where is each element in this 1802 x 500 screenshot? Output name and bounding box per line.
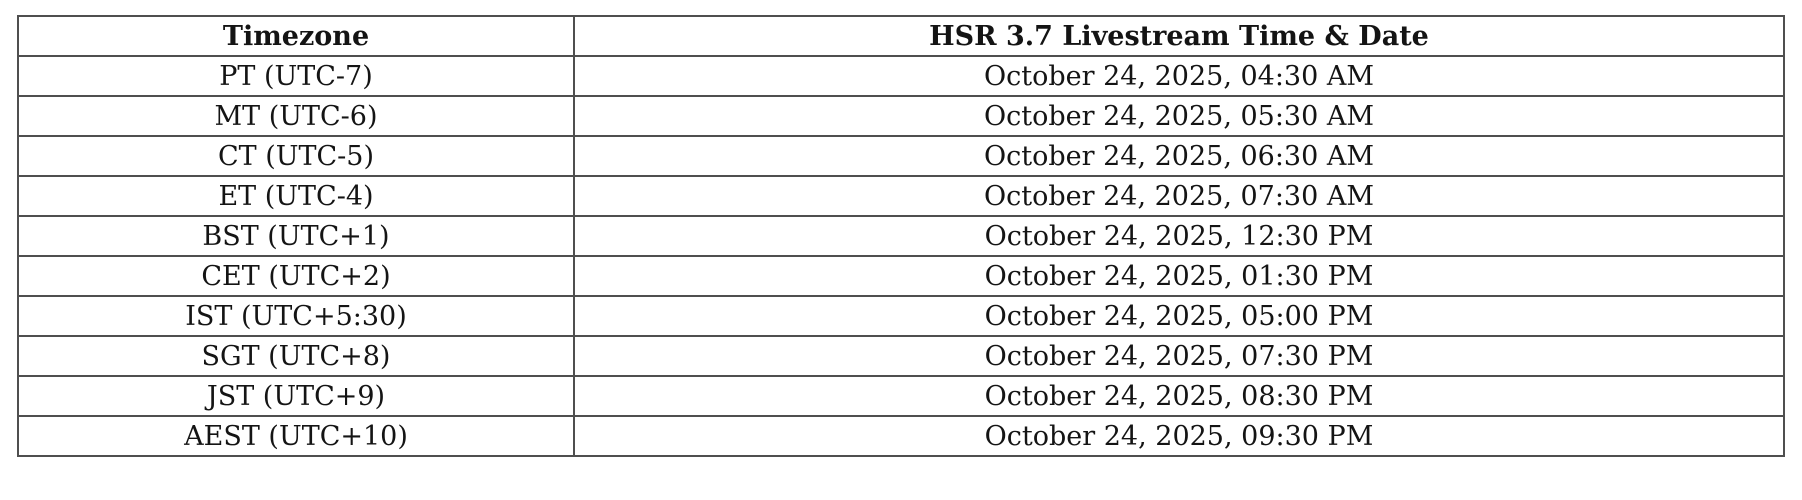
table-row <box>18 176 1784 216</box>
table-row <box>18 136 1784 176</box>
datetime-cell: October 24, 2025, 12:30 PM <box>574 216 1784 256</box>
datetime-cell: October 24, 2025, 06:30 AM <box>574 136 1784 176</box>
column-header-datetime: HSR 3.7 Livestream Time & Date <box>574 16 1784 56</box>
datetime-cell: October 24, 2025, 08:30 PM <box>574 376 1784 416</box>
timezone-cell: PT (UTC-7) <box>18 56 574 96</box>
table-row <box>18 416 1784 456</box>
datetime-cell: October 24, 2025, 05:30 AM <box>574 96 1784 136</box>
table-row <box>18 256 1784 296</box>
timezone-cell: JST (UTC+9) <box>18 376 574 416</box>
datetime-cell: October 24, 2025, 05:00 PM <box>574 296 1784 336</box>
timezone-cell: IST (UTC+5:30) <box>18 296 574 336</box>
column-header-timezone: Timezone <box>18 16 574 56</box>
table-row <box>18 296 1784 336</box>
datetime-cell: October 24, 2025, 04:30 AM <box>574 56 1784 96</box>
datetime-cell: October 24, 2025, 09:30 PM <box>574 416 1784 456</box>
timezone-cell: AEST (UTC+10) <box>18 416 574 456</box>
livestream-timezone-table <box>17 15 1785 457</box>
table-row <box>18 376 1784 416</box>
table-row <box>18 56 1784 96</box>
timezone-cell: MT (UTC-6) <box>18 96 574 136</box>
timezone-cell: BST (UTC+1) <box>18 216 574 256</box>
timezone-cell: SGT (UTC+8) <box>18 336 574 376</box>
datetime-cell: October 24, 2025, 07:30 PM <box>574 336 1784 376</box>
datetime-cell: October 24, 2025, 07:30 AM <box>574 176 1784 216</box>
timezone-cell: CET (UTC+2) <box>18 256 574 296</box>
table-row <box>18 336 1784 376</box>
table-row <box>18 96 1784 136</box>
header-row <box>18 16 1784 56</box>
datetime-cell: October 24, 2025, 01:30 PM <box>574 256 1784 296</box>
timezone-cell: ET (UTC-4) <box>18 176 574 216</box>
timezone-cell: CT (UTC-5) <box>18 136 574 176</box>
table-row <box>18 216 1784 256</box>
